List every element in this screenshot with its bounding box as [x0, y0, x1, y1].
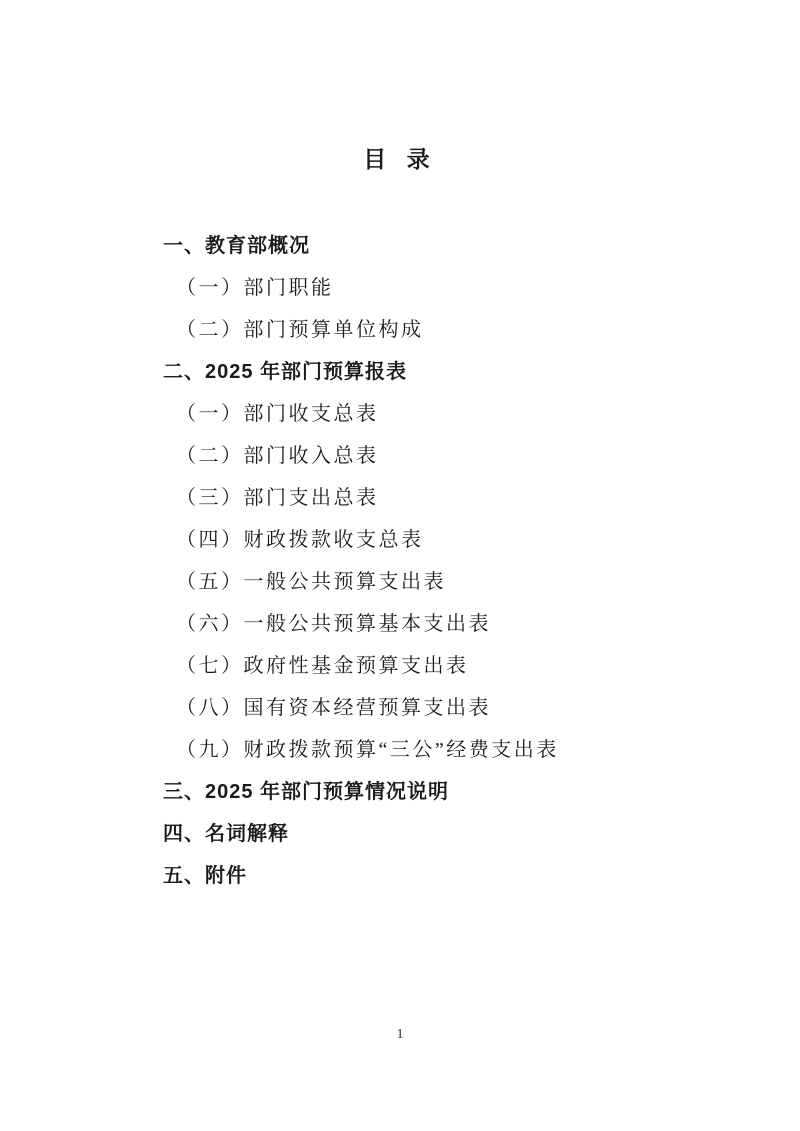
- toc-entry-heading: 三、2025 年部门预算情况说明: [163, 780, 450, 803]
- toc-entry-sub: （三）部门支出总表: [176, 486, 379, 509]
- toc-entry-sub: （四）财政拨款收支总表: [176, 528, 424, 551]
- toc-entry-heading: 一、教育部概况: [163, 234, 310, 257]
- toc-entry-sub: （二）部门收入总表: [176, 444, 379, 467]
- toc-entry-sub: （二）部门预算单位构成: [176, 318, 424, 341]
- toc-entry-sub: （一）部门职能: [176, 276, 334, 299]
- toc-entry-sub: （八）国有资本经营预算支出表: [176, 696, 491, 719]
- page-title: 目 录: [363, 146, 437, 172]
- toc-entry-sub: （六）一般公共预算基本支出表: [176, 612, 491, 635]
- toc-entry-heading: 五、附件: [163, 864, 247, 887]
- page-number: 1: [396, 1027, 404, 1042]
- toc-list: [163, 222, 740, 894]
- toc-entry-sub: （五）一般公共预算支出表: [176, 570, 446, 593]
- toc-entry-heading: 四、名词解释: [163, 822, 289, 845]
- toc-entry-sub: （一）部门收支总表: [176, 402, 379, 425]
- toc-entry-sub: （九）财政拨款预算“三公”经费支出表: [176, 738, 559, 761]
- toc-entry-heading: 二、2025 年部门预算报表: [163, 360, 408, 383]
- toc-entry-sub: （七）政府性基金预算支出表: [176, 654, 469, 677]
